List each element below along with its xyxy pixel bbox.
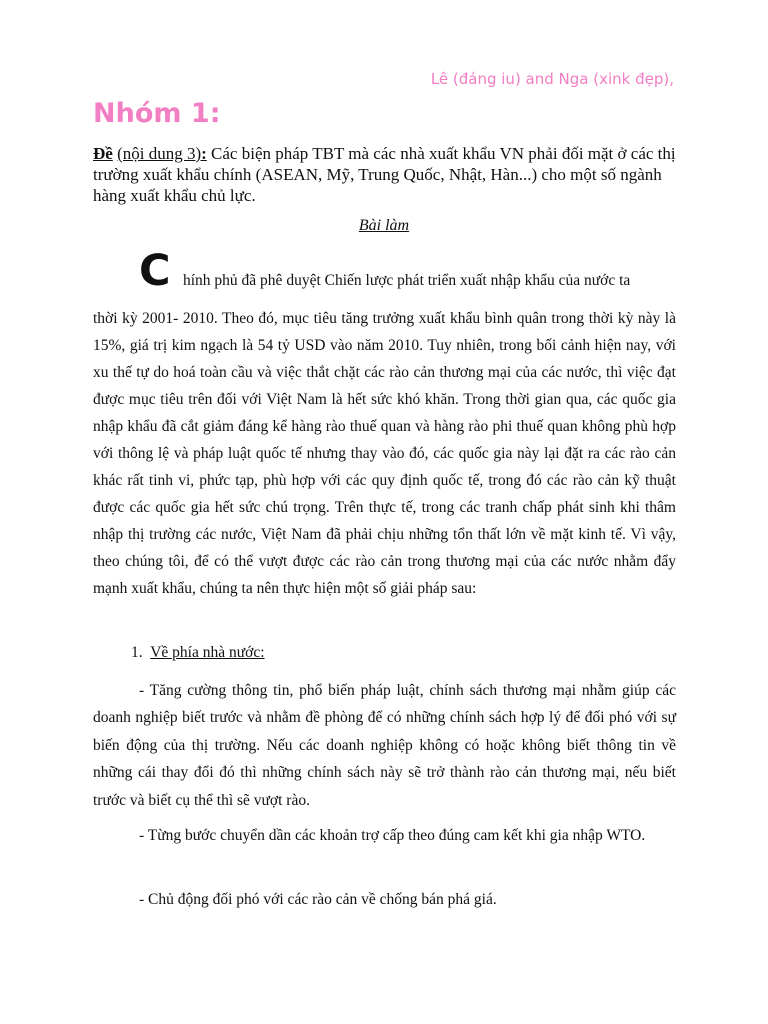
list-item: - Từng bước chuyển dần các khoản trợ cấp theo đúng cam kết khi gia nhập WTO. <box>139 827 646 844</box>
intro-first-line-text: hính phủ đã phê duyệt Chiến lược phát triển xuất nhập khẩu của nước ta <box>183 272 631 289</box>
topic-paragraph <box>93 143 683 206</box>
essay-heading: Bài làm <box>358 217 410 234</box>
intro-body-text: thời kỳ 2001- 2010. Theo đó, mục tiêu tăng trưởng xuất khẩu bình quân trong thời kỳ này là 15%, giá trị kim ngạch là 54 tỷ USD vào năm 2010. Tuy nhiên, trong bối cảnh hiện nay, với xu thế tự do hoá toàn cầu và việc thắt chặt các rào cản thương mại của các nước, thì việc đạt được mục tiêu trên đối với Việt Nam là hết sức khó khăn. Trong thời gian qua, các quốc gia nhập khẩu đã cắt giảm đáng kể hàng rào thuế quan và hàng rào phi thuế quan không phù hợp với thông lệ và pháp luật quốc tế nhưng thay vào đó, các quốc gia này lại đặt ra các rào cản khác rất tinh vi, phức tạp, phù hợp với các quy định quốc tế, trong đó các rào cản kỹ thuật được các quốc gia hết sức chú trọng. Trên thực tế, trong các tranh chấp phát sinh khi thâm nhập thị trường các nước, Việt Nam đã phải chịu những tổn thất lớn về mặt kinh tế. Vì vậy, theo chúng tôi, để có thể vượt được các rào cản trong thương mại của các nước nhằm đẩy mạnh xuất khẩu, chúng ta nên thực hiện một số giải pháp sau: <box>93 310 676 597</box>
section-heading <box>131 644 265 662</box>
list-item: - Chủ động đối phó với các rào cản về chống bán phá giá. <box>139 891 497 908</box>
section-number: 1. <box>131 644 143 661</box>
topic-label: Đề <box>93 144 113 163</box>
list-item: - Tăng cường thông tin, phổ biến pháp luật, chính sách thương mại nhằm giúp các doanh nghiệp biết trước và nhằm đề phòng để có những chính sách hợp lý để đối phó với sự biến động của thị trường. Nếu các doanh nghiệp không có hoặc không biết thông tin về những cái thay đổi đó thì những chính sách này sẽ trở thành rào cản thương mại, nếu biết trước và biết cụ thể thì sẽ vượt rào. <box>93 682 676 809</box>
section-label: Về phía nhà nước: <box>150 644 265 661</box>
drop-cap: C <box>139 246 171 296</box>
intro-paragraph <box>93 246 676 602</box>
author-line: Lê (đáng iu) and Nga (xink đẹp), <box>430 70 674 88</box>
group-title: Nhóm 1: <box>93 98 221 129</box>
topic-colon: : <box>201 144 207 163</box>
topic-sublabel: (nội dung 3) <box>117 144 202 163</box>
intro-first-line <box>93 246 676 302</box>
topic-text: Các biện pháp TBT mà các nhà xuất khẩu VN phải đối mặt ở các thị trường xuất khẩu chính (ASEAN, Mỹ, Trung Quốc, Nhật, Hàn...) cho một số ngành hàng xuất khẩu chủ lực. <box>93 144 676 205</box>
